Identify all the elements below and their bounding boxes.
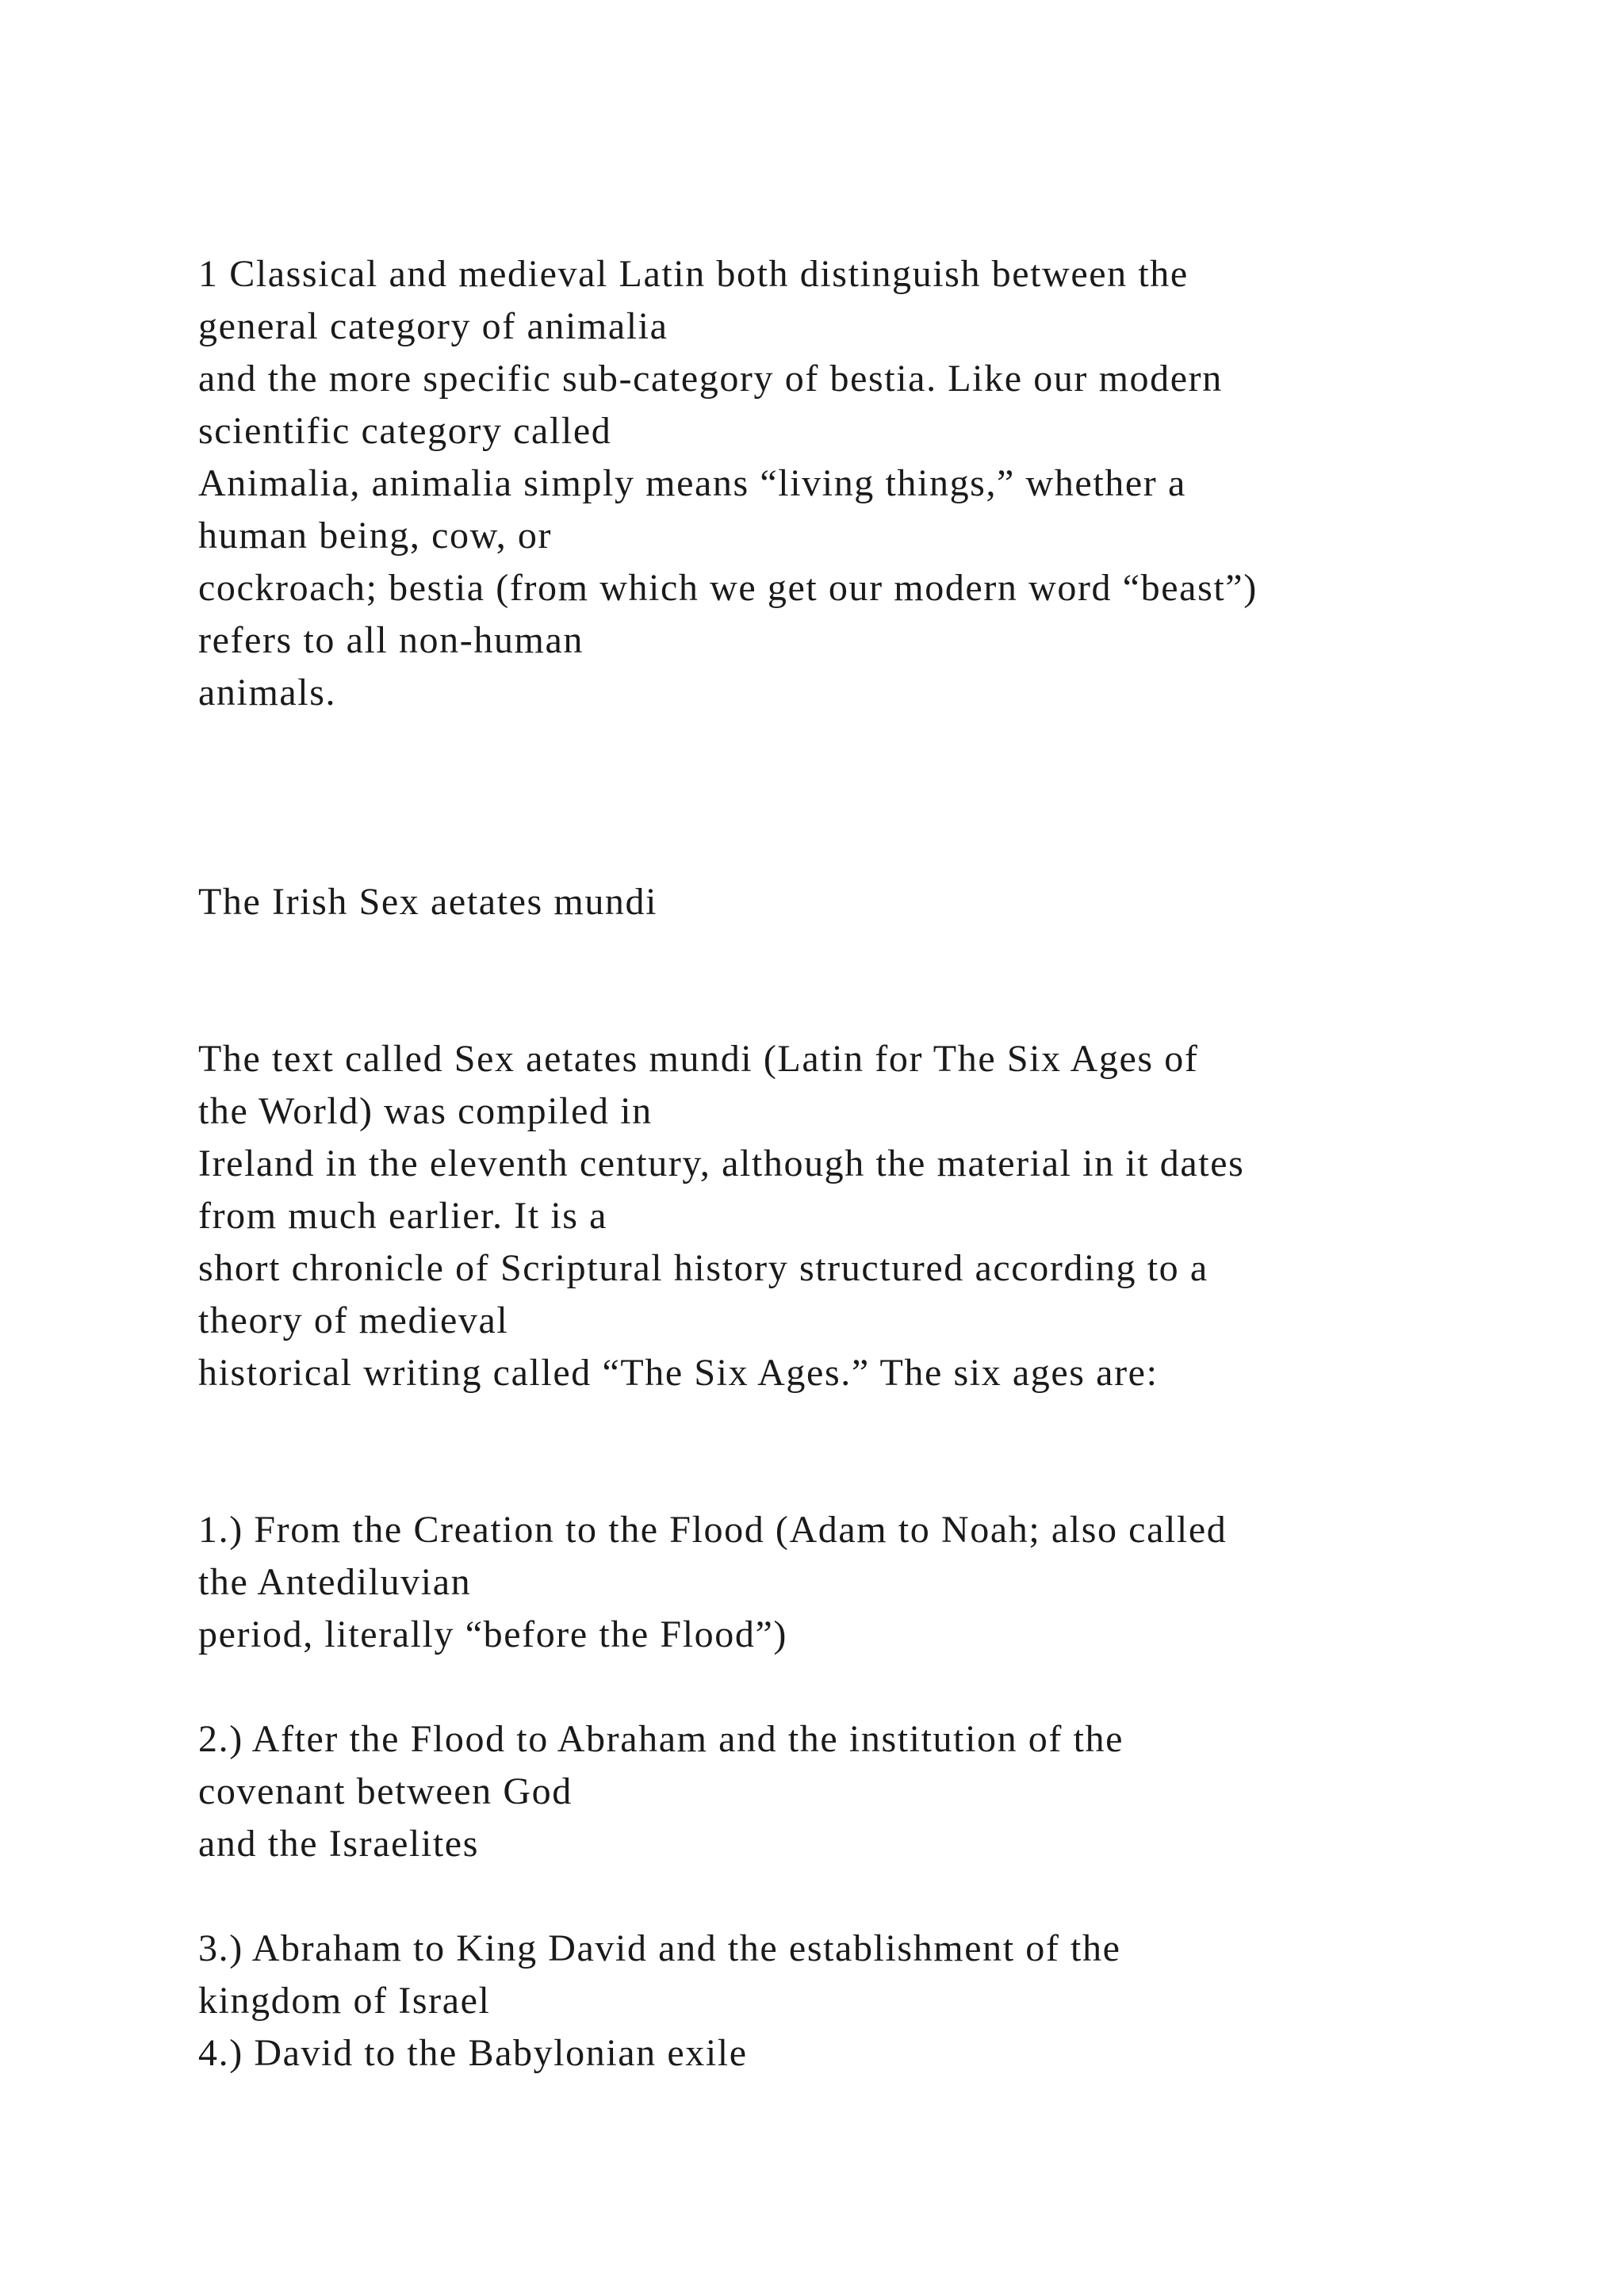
- footnote-line: general category of animalia: [198, 305, 668, 347]
- footnote-line: cockroach; bestia (from which we get our modern word “beast”): [198, 567, 1258, 609]
- list-item-line: kingdom of Israel: [198, 1980, 491, 2022]
- footnote-line: refers to all non-human: [198, 619, 584, 661]
- footnote-line: human being, cow, or: [198, 515, 553, 557]
- list-item-line: 1.) From the Creation to the Flood (Adam to Noah; also called: [198, 1509, 1228, 1551]
- paragraph-line: from much earlier. It is a: [198, 1195, 608, 1237]
- paragraph-line: historical writing called “The Six Ages.” The six ages are:: [198, 1352, 1159, 1394]
- footnote-line: animals.: [198, 672, 337, 714]
- footnote-line: 1 Classical and medieval Latin both distinguish between the: [198, 253, 1189, 295]
- paragraph-line: Ireland in the eleventh century, although the material in it dates: [198, 1142, 1245, 1184]
- section-heading: The Irish Sex aetates mundi: [198, 881, 658, 923]
- list-item-line: covenant between God: [198, 1770, 573, 1812]
- list-item-line: the Antediluvian: [198, 1561, 472, 1603]
- footnote-line: scientific category called: [198, 410, 612, 452]
- paragraph-line: The text called Sex aetates mundi (Latin for The Six Ages of: [198, 1038, 1199, 1080]
- footnote-line: Animalia, animalia simply means “living things,” whether a: [198, 462, 1186, 504]
- list-item-line: 3.) Abraham to King David and the establishment of the: [198, 1927, 1121, 1969]
- paragraph-line: theory of medieval: [198, 1299, 509, 1341]
- paragraph-line: the World) was compiled in: [198, 1090, 653, 1132]
- list-item-line: and the Israelites: [198, 1823, 479, 1865]
- footnote-line: and the more specific sub-category of bestia. Like our modern: [198, 358, 1223, 400]
- list-item-line: period, literally “before the Flood”): [198, 1613, 787, 1655]
- list-item-line: 2.) After the Flood to Abraham and the institution of the: [198, 1718, 1124, 1760]
- paragraph-line: short chronicle of Scriptural history structured according to a: [198, 1247, 1208, 1289]
- list-item-line: 4.) David to the Babylonian exile: [198, 2032, 748, 2074]
